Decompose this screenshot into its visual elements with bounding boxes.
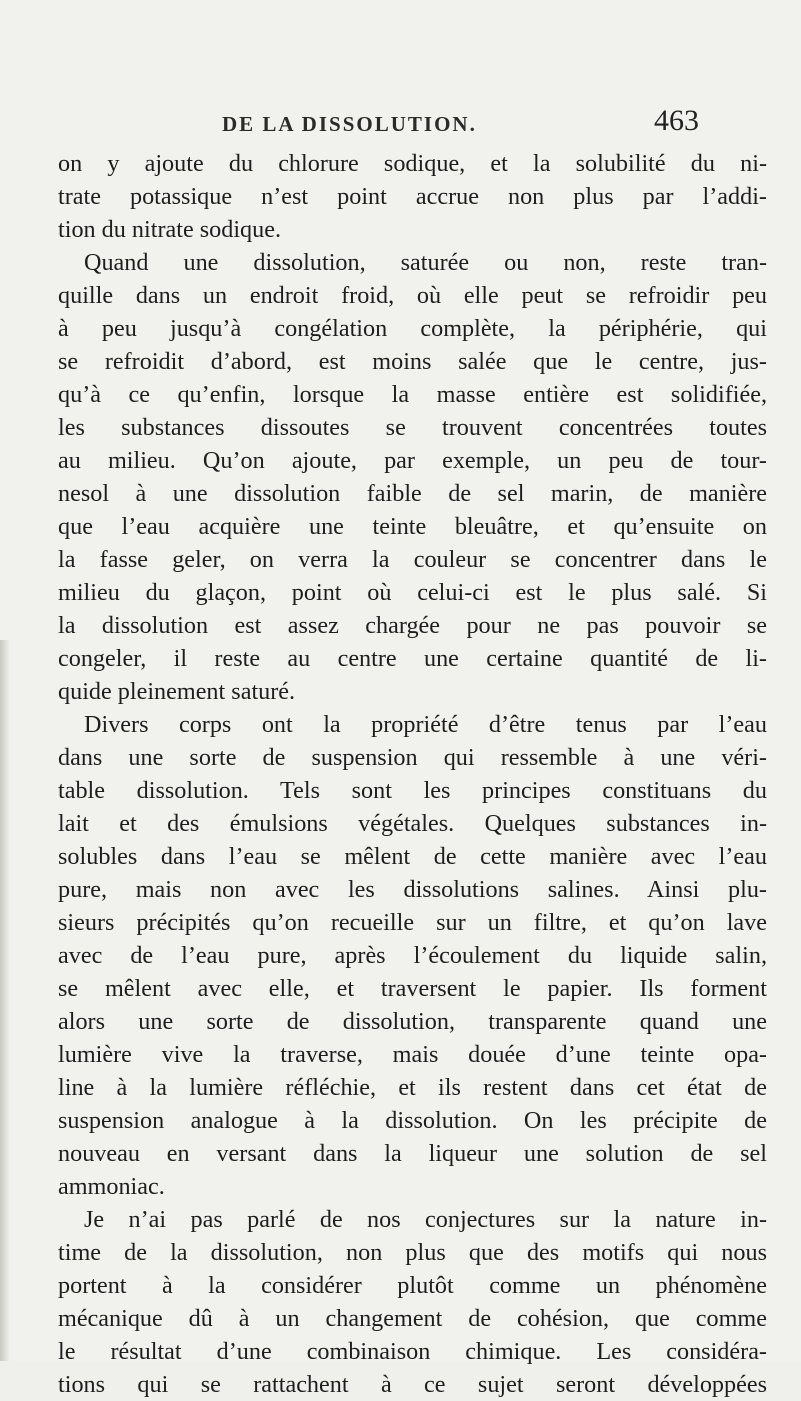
text-line: nesol à une dissolution faible de sel marin, de manière [58, 480, 767, 507]
paragraph [58, 708, 767, 1203]
text-line: alors une sorte de dissolution, transparente quand une [58, 1008, 767, 1035]
text-line: se mêlent avec elle, et traversent le papier. Ils forment [58, 975, 767, 1002]
binding-gutter-shadow [0, 640, 10, 1361]
text-line: la fasse geler, on verra la couleur se concentrer dans le [58, 546, 767, 573]
text-line: au milieu. Qu’on ajoute, par exemple, un peu de tour- [58, 447, 767, 474]
body-text [58, 147, 767, 1401]
text-line: suspension analogue à la dissolution. On les précipite de [58, 1107, 767, 1134]
text-line: Divers corps ont la propriété d’être tenus par l’eau [84, 711, 767, 738]
text-line: portent à la considérer plutôt comme un phénomène [58, 1272, 767, 1299]
text-line: à peu jusqu’à congélation complète, la périphérie, qui [58, 315, 767, 342]
text-line: time de la dissolution, non plus que des motifs qui nous [58, 1239, 767, 1266]
text-line: tion du nitrate sodique. [58, 216, 282, 243]
text-line: Je n’ai pas parlé de nos conjectures sur la nature in- [84, 1206, 767, 1233]
text-line: quide pleinement saturé. [58, 678, 296, 705]
text-line: le résultat d’une combinaison chimique. Les considéra- [58, 1338, 767, 1365]
text-line: dans une sorte de suspension qui ressemble à une véri- [58, 744, 767, 771]
text-line: qu’à ce qu’enfin, lorsque la masse entière est solidifiée, [58, 381, 767, 408]
text-line: table dissolution. Tels sont les principes constituans du [58, 777, 767, 804]
text-line: lumière vive la traverse, mais douée d’une teinte opa- [58, 1041, 767, 1068]
page-number: 463 [654, 104, 699, 137]
page-header [150, 104, 705, 144]
running-title: DE LA DISSOLUTION. [222, 112, 477, 136]
text-line: Quand une dissolution, saturée ou non, reste tran- [84, 249, 767, 276]
paragraph [58, 147, 767, 246]
text-line: les substances dissoutes se trouvent concentrées toutes [58, 414, 767, 441]
text-line: sieurs précipités qu’on recueille sur un filtre, et qu’on lave [58, 909, 767, 936]
text-line: milieu du glaçon, point où celui-ci est le plus salé. Si [58, 579, 767, 606]
text-line: line à la lumière réfléchie, et ils restent dans cet état de [58, 1074, 767, 1101]
paragraph [58, 1203, 767, 1401]
text-line: tions qui se rattachent à ce sujet seront développées [58, 1371, 767, 1398]
text-line: congeler, il reste au centre une certaine quantité de li- [58, 645, 767, 672]
text-line: avec de l’eau pure, après l’écoulement du liquide salin, [58, 942, 767, 969]
text-line: nouveau en versant dans la liqueur une solution de sel [58, 1140, 767, 1167]
text-line: se refroidit d’abord, est moins salée que le centre, jus- [58, 348, 767, 375]
text-line: mécanique dû à un changement de cohésion, que comme [58, 1305, 767, 1332]
text-line: solubles dans l’eau se mêlent de cette manière avec l’eau [58, 843, 767, 870]
text-line: ammoniac. [58, 1173, 165, 1200]
text-line: la dissolution est assez chargée pour ne pas pouvoir se [58, 612, 767, 639]
text-line: lait et des émulsions végétales. Quelques substances in- [58, 810, 767, 837]
text-line: quille dans un endroit froid, où elle peut se refroidir peu [58, 282, 767, 309]
text-line: pure, mais non avec les dissolutions salines. Ainsi plu- [58, 876, 767, 903]
text-line: que l’eau acquière une teinte bleuâtre, et qu’ensuite on [58, 513, 767, 540]
text-line: trate potassique n’est point accrue non plus par l’addi- [58, 183, 767, 210]
text-line: on y ajoute du chlorure sodique, et la solubilité du ni- [58, 150, 767, 177]
paragraph [58, 246, 767, 708]
